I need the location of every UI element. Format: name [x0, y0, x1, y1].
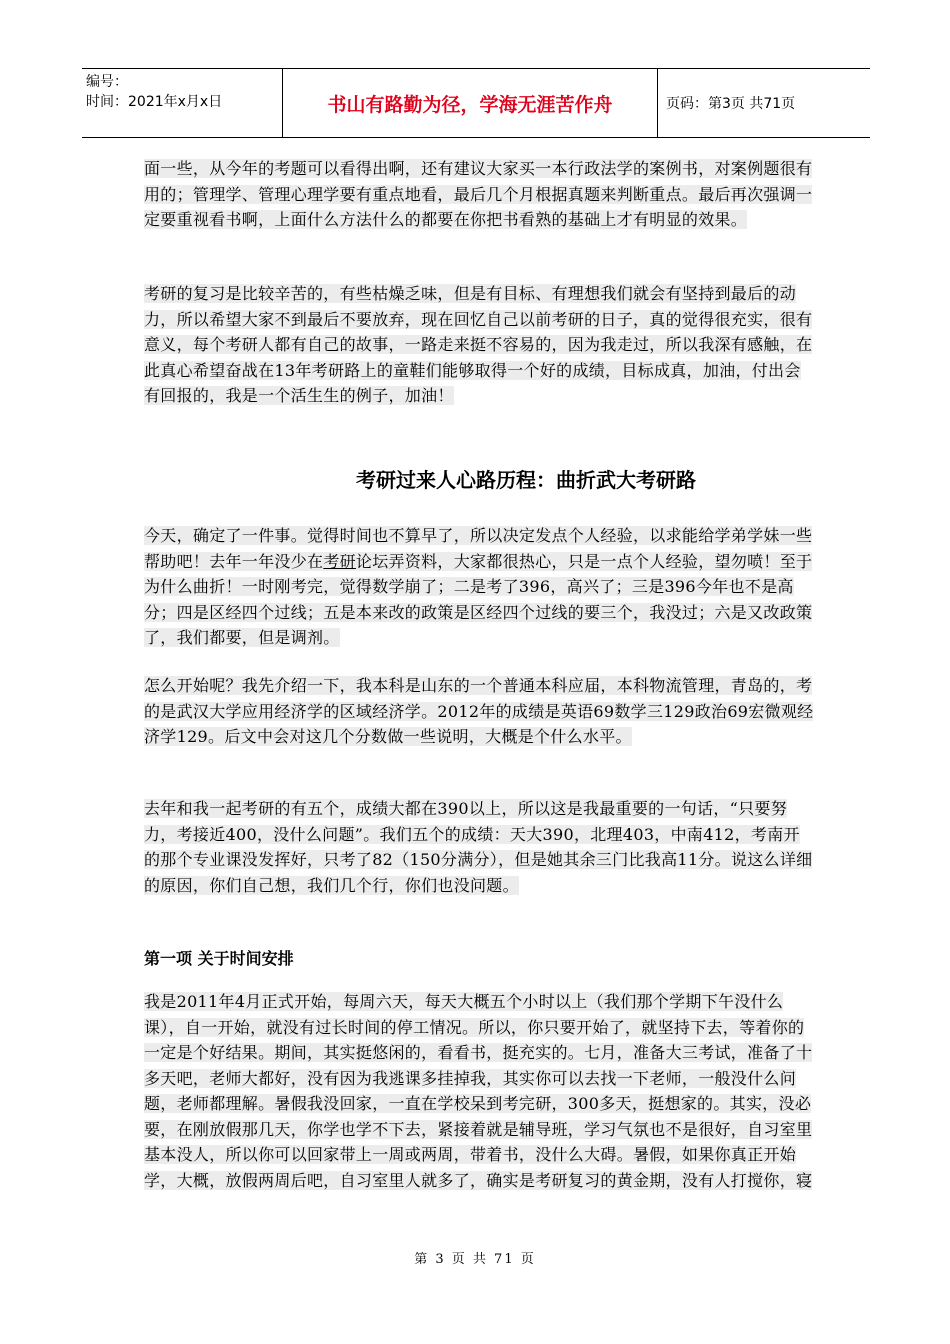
header-motto: 书山有路勤为径，学海无涯苦作舟	[283, 69, 658, 137]
paragraph-5-text: 去年和我一起考研的有五个，成绩大都在390以上，所以这是我最重要的一句话，“只要努力，考接近400，没什么问题”。我们五个的成绩：天大390，北理403，中南412，考南开的那个专业课没发挥好，只考了82（150分满分），但是她其余三门比我高11分。说这么详细的原因，你们自己想，我们几个行，你们也没问题。	[144, 799, 813, 895]
serial-label: 编号：	[86, 74, 128, 90]
header-page-label: 页码：第3页 共71页	[666, 96, 796, 112]
paragraph-4	[144, 673, 816, 750]
time-label: 时间：2021年x月x日	[86, 94, 223, 110]
paragraph-4-text: 怎么开始呢？我先介绍一下，我本科是山东的一个普通本科应届，本科物流管理，青岛的，考的是武汉大学应用经济学的区域经济学。2012年的成绩是英语69数学三129政治69宏微观经济学129。后文中会对这几个分数做一些说明，大概是个什么水平。	[144, 676, 814, 746]
section-heading: 第一项 关于时间安排	[144, 949, 294, 968]
header-info-cell	[82, 69, 283, 137]
kaoyan-link[interactable]: 考研	[323, 551, 356, 571]
paragraph-6-text: 我是2011年4月正式开始，每周六天，每天大概五个小时以上（我们那个学期下午没什么课），自一开始，就没有过长时间的停工情况。所以，你只要开始了，就坚持下去，等着你的一定是个好结果。期间，其实挺悠闲的，看看书，挺充实的。七月，准备大三考试，准备了十多天吧，老师大都好，没有因为我逃课多挂掉我，其实你可以去找一下老师，一般没什么问题，老师都理解。暑假我没回家，一直在学校呆到考完研，300多天，挺想家的。其实，没必要，在刚放假那几天，你学也学不下去，紧接着就是辅导班，学习气氛也不是很好，自习室里基本没人，所以你可以回家带上一周或两周，带着书，没什么大碍。暑假，如果你真正开始学，大概，放假两周后吧，自习室里人就多了，确实是考研复习的黄金期，没有人打搅你，寝	[144, 992, 813, 1190]
paragraph-3	[144, 523, 816, 651]
page-header	[82, 68, 870, 138]
paragraph-2	[144, 281, 816, 409]
paragraph-1-text: 面一些，从今年的考题可以看得出啊，还有建议大家买一本行政法学的案例书，对案例题很有用的；管理学、管理心理学要有重点地看，最后几个月根据真题来判断重点。最后再次强调一定要重视看书啊，上面什么方法什么的都要在你把书看熟的基础上才有明显的效果。	[144, 159, 813, 229]
paragraph-5	[144, 796, 816, 898]
article-title: 考研过来人心路历程：曲折武大考研路	[356, 468, 696, 492]
paragraph-2-text: 考研的复习是比较辛苦的，有些枯燥乏味，但是有目标、有理想我们就会有坚持到最后的动力，所以希望大家不到最后不要放弃，现在回忆自己以前考研的日子，真的觉得很充实，很有意义，每个考研人都有自己的故事，一路走来挺不容易的，因为我走过，所以我深有感触，在此真心希望奋战在13年考研路上的童鞋们能够取得一个好的成绩，目标成真，加油，付出会有回报的，我是一个活生生的例子，加油！	[144, 284, 813, 405]
paragraph-6	[144, 989, 816, 1193]
paragraph-3-text-b: 论坛弄资料，大家都很热心，只是一点个人经验，望勿喷！至于为什么曲折！一时刚考完，觉得数学崩了；二是考了396，高兴了；三是396今年也不是高分；四是区经四个过线；五是本来改的政策是区经四个过线的要三个，我没过；六是又改政策了，我们都要，但是调剂。	[144, 551, 813, 647]
page-footer: 第 3 页 共 71 页	[414, 1252, 536, 1267]
paragraph-1	[144, 156, 816, 233]
paragraph-3-text-a: 今天，确定了一件事。觉得时间也不算早了，所以决定发点个人经验，以求能给学弟学妹一些帮助吧！去年一年没少在	[144, 526, 813, 571]
